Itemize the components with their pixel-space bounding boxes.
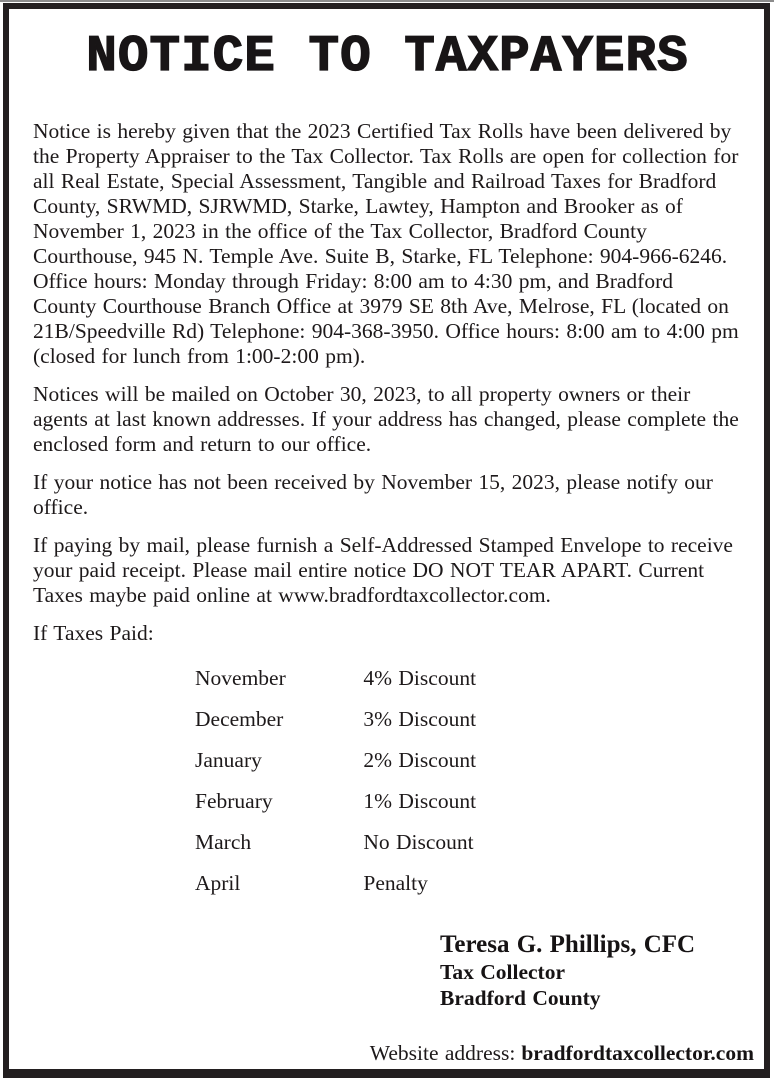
schedule-month: February bbox=[195, 789, 273, 813]
schedule-discount: 3% Discount bbox=[363, 707, 477, 731]
schedule-row-november bbox=[195, 666, 742, 691]
signature-role: Tax Collector bbox=[440, 960, 566, 984]
signature-block bbox=[440, 931, 695, 1011]
website-footer bbox=[370, 1041, 754, 1066]
schedule-discount: No Discount bbox=[363, 830, 474, 854]
page-edge-hairline bbox=[0, 0, 774, 2]
schedule-row-february bbox=[195, 789, 742, 814]
schedule-discount: Penalty bbox=[363, 871, 428, 895]
paragraph-notices-mailed: Notices will be mailed on October 30, 2023, to all property owners or their agents at last known addresses. If your address has changed, please complete the enclosed form and return to our office. bbox=[33, 382, 739, 456]
schedule-month: April bbox=[195, 871, 241, 895]
schedule-discount: 1% Discount bbox=[363, 789, 477, 813]
discount-schedule bbox=[195, 666, 742, 896]
schedule-discount: 2% Discount bbox=[363, 748, 477, 772]
website-label: Website address: bbox=[369, 1041, 516, 1065]
schedule-row-march bbox=[195, 830, 742, 855]
schedule-intro: If Taxes Paid: bbox=[33, 621, 154, 645]
signature-name: Teresa G. Phillips, CFC bbox=[440, 931, 696, 958]
schedule-month: November bbox=[195, 666, 286, 690]
website-url: bradfordtaxcollector.com bbox=[521, 1041, 754, 1065]
paragraph-paying-by-mail: If paying by mail, please furnish a Self-Addressed Stamped Envelope to receive your paid receipt. Please mail entire notice DO NOT TEAR APART. Current Taxes maybe paid online at www.bradfordtaxcollector.com. bbox=[33, 533, 733, 607]
schedule-row-april bbox=[195, 871, 742, 896]
schedule-row-december bbox=[195, 707, 742, 732]
schedule-row-january bbox=[195, 748, 742, 773]
schedule-month: January bbox=[195, 748, 262, 772]
notice-border-frame bbox=[3, 3, 770, 1078]
schedule-month: December bbox=[195, 707, 284, 731]
notice-title: NOTICE TO TAXPAYERS bbox=[86, 29, 689, 86]
schedule-month: March bbox=[195, 830, 252, 854]
signature-organization: Bradford County bbox=[440, 986, 601, 1010]
paragraph-tax-rolls: Notice is hereby given that the 2023 Certified Tax Rolls have been delivered by the Property Appraiser to the Tax Collector. Tax Rolls are open for collection for all Real Estate, Special Assessment, Tangible and Railroad Taxes for Bradford County, SRWMD, SJRWMD, Starke, Lawtey, Hampton and Brooker as of November 1, 2023 in the office of the Tax Collector, Bradford County Courthouse, 945 N. Temple Ave. Suite B, Starke, FL Telephone: 904-966-6246. Office hours: Monday through Friday: 8:00 am to 4:30 pm, and Bradford County Courthouse Branch Office at 3979 SE 8th Ave, Melrose, FL (located on 21B/Speedville Rd) Telephone: 904-368-3950. Office hours: 8:00 am to 4:00 pm (closed for lunch from 1:00-2:00 pm). bbox=[33, 119, 739, 368]
paragraph-notice-not-received: If your notice has not been received by November 15, 2023, please notify our office. bbox=[33, 470, 713, 519]
schedule-discount: 4% Discount bbox=[363, 666, 477, 690]
notice-content bbox=[9, 9, 764, 1069]
